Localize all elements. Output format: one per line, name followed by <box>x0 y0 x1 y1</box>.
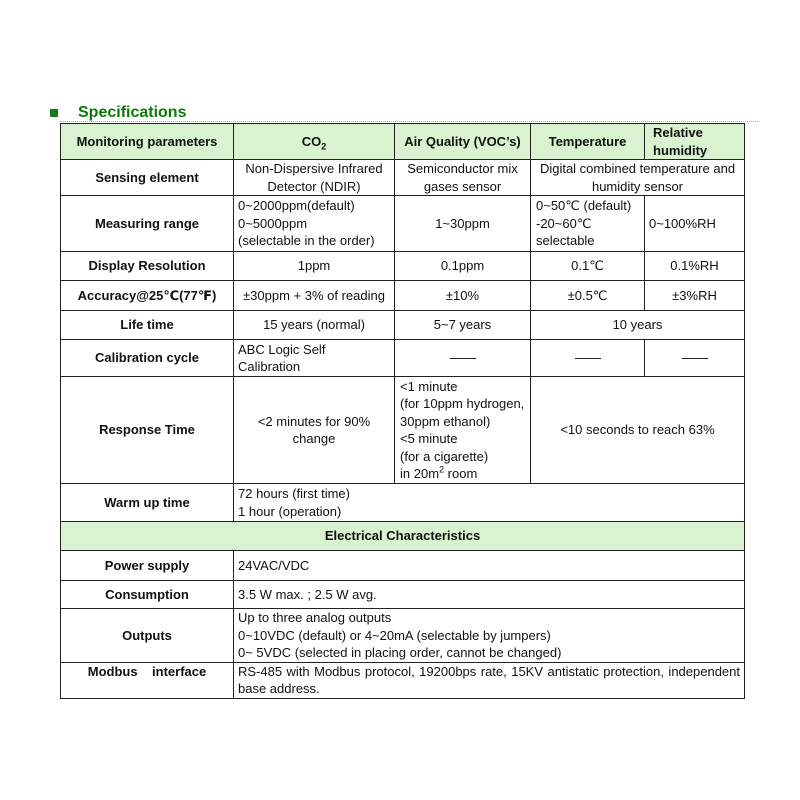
calibration-co2: ABC Logic Self Calibration <box>234 340 395 377</box>
consumption-value: 3.5 W max. ; 2.5 W avg. <box>234 581 745 609</box>
resolution-voc: 0.1ppm <box>395 252 531 281</box>
life-label: Life time <box>61 311 234 340</box>
square-bullet-icon <box>50 109 58 117</box>
resolution-temp: 0.1℃ <box>531 252 645 281</box>
life-voc: 5~7 years <box>395 311 531 340</box>
range-temp: 0~50℃ (default) -20~60℃ selectable <box>531 196 645 252</box>
accuracy-temp: ±0.5℃ <box>531 281 645 311</box>
modbus-label: Modbus interface <box>61 662 234 698</box>
range-rh: 0~100%RH <box>645 196 745 252</box>
row-sensing-element <box>61 160 745 196</box>
range-voc: 1~30ppm <box>395 196 531 252</box>
row-electrical-heading <box>61 522 745 551</box>
row-outputs <box>61 609 745 663</box>
modbus-value: RS-485 with Modbus protocol, 19200bps rate, 15KV antistatic protection, independent base address. <box>234 662 745 698</box>
accuracy-co2: ±30ppm + 3% of reading <box>234 281 395 311</box>
consumption-label: Consumption <box>61 581 234 609</box>
heading-rule <box>60 121 760 122</box>
accuracy-rh: ±3%RH <box>645 281 745 311</box>
dash-mark <box>682 358 708 359</box>
co2-subscript: 2 <box>321 141 327 152</box>
life-co2: 15 years (normal) <box>234 311 395 340</box>
response-temp-rh: <10 seconds to reach 63% <box>531 377 745 484</box>
outputs-label: Outputs <box>61 609 234 663</box>
row-response-time <box>61 377 745 484</box>
response-voc <box>395 377 531 484</box>
calibration-rh <box>645 340 745 377</box>
electrical-title: Electrical Characteristics <box>61 522 745 551</box>
row-power-supply <box>61 551 745 581</box>
sensing-co2: Non-Dispersive Infrared Detector (NDIR) <box>234 160 395 196</box>
header-param: Monitoring parameters <box>61 124 234 160</box>
row-accuracy <box>61 281 745 311</box>
calibration-temp <box>531 340 645 377</box>
co2-text: CO <box>301 133 322 149</box>
accuracy-label: Accuracy@25℃(77℉) <box>61 281 234 311</box>
warmup-value: 72 hours (first time) 1 hour (operation) <box>234 484 745 522</box>
warmup-label: Warm up time <box>61 484 234 522</box>
resolution-label: Display Resolution <box>61 252 234 281</box>
power-label: Power supply <box>61 551 234 581</box>
response-voc-superscript: 2 <box>439 464 445 475</box>
table-header-row <box>61 124 745 160</box>
sensing-temp-rh: Digital combined temperature and humidity sensor <box>531 160 745 196</box>
resolution-co2: 1ppm <box>234 252 395 281</box>
header-humidity: Relative humidity <box>645 124 745 160</box>
row-modbus-interface <box>61 662 745 698</box>
section-title: Specifications <box>78 104 187 121</box>
row-measuring-range <box>61 196 745 252</box>
accuracy-voc: ±10% <box>395 281 531 311</box>
resolution-rh: 0.1%RH <box>645 252 745 281</box>
row-display-resolution <box>61 252 745 281</box>
row-consumption <box>61 581 745 609</box>
dash-mark <box>575 358 601 359</box>
response-voc-text: <1 minute (for 10ppm hydrogen, 30ppm ethanol) <5 minute (for a cigarette) in 20m <box>400 378 525 481</box>
calibration-label: Calibration cycle <box>61 340 234 377</box>
row-life-time <box>61 311 745 340</box>
dash-mark <box>450 358 476 359</box>
specifications-heading <box>50 103 186 123</box>
header-co2 <box>234 124 395 160</box>
outputs-value: Up to three analog outputs 0~10VDC (default) or 4~20mA (selectable by jumpers) 0~ 5VDC (selected in placing order, cannot be changed) <box>234 609 745 663</box>
range-co2: 0~2000ppm(default) 0~5000ppm (selectable in the order) <box>234 196 395 252</box>
row-warm-up-time <box>61 484 745 522</box>
power-value: 24VAC/VDC <box>234 551 745 581</box>
row-calibration-cycle <box>61 340 745 377</box>
header-voc: Air Quality (VOC’s) <box>395 124 531 160</box>
calibration-voc <box>395 340 531 377</box>
life-temp-rh: 10 years <box>531 311 745 340</box>
sensing-voc: Semiconductor mix gases sensor <box>395 160 531 196</box>
response-label: Response Time <box>61 377 234 484</box>
range-label: Measuring range <box>61 196 234 252</box>
sensing-label: Sensing element <box>61 160 234 196</box>
response-co2: <2 minutes for 90% change <box>234 377 395 484</box>
response-voc-tail: room <box>444 466 478 481</box>
specifications-table <box>60 123 745 699</box>
header-temperature: Temperature <box>531 124 645 160</box>
